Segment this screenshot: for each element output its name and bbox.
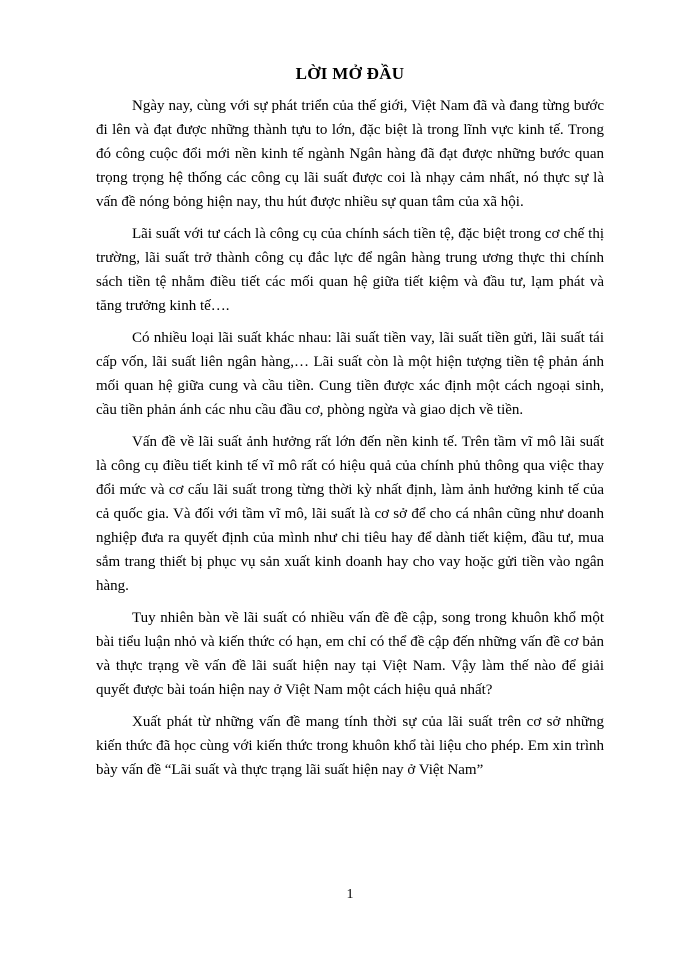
paragraph-5: Tuy nhiên bàn về lãi suất có nhiều vấn đề đề cập, song trong khuôn khổ một bài tiểu luận nhỏ và kiến thức có hạn, em chỉ có thể đề cập đến những vấn đề cơ bản và thực trạng về vấn đề lãi suất hiện nay tại Việt Nam. Vậy làm thế nào để giải quyết được bài toán hiện nay ở Việt Nam một cách hiệu quả nhất? <box>96 610 604 698</box>
page-title: LỜI MỞ ĐẦU <box>295 64 405 83</box>
paragraph-4: Vấn đề về lãi suất ảnh hưởng rất lớn đến nền kinh tế. Trên tầm vĩ mô lãi suất là công cụ điều tiết kinh tế vĩ mô rất có hiệu quả của chính phủ thông qua việc thay đổi mức và cơ cấu lãi suất trong từng thời kỳ nhất định, làm ảnh hưởng kinh tế của cả quốc gia. Và đối với tầm vĩ mô, lãi suất là cơ sở để cho cá nhân cũng như doanh nghiệp đưa ra quyết định của mình như chi tiêu hay để dành tiết kiệm, đầu tư, mua sắm trang thiết bị phục vụ sản xuất kinh doanh hay cho vay hoặc gửi tiền vào ngân hàng. <box>96 434 604 594</box>
paragraph-1: Ngày nay, cùng với sự phát triển của thế giới, Việt Nam đã và đang từng bước đi lên và đạt được những thành tựu to lớn, đặc biệt là trong lĩnh vực kinh tế. Trong đó công cuộc đổi mới nền kinh tế ngành Ngân hàng đã đạt được những bước quan trọng trọng hệ thống các công cụ lãi suất được coi là nhạy cảm nhất, nó thực sự là vấn đề nóng bỏng hiện nay, thu hút được nhiều sự quan tâm của xã hội. <box>96 98 604 210</box>
paragraph-6: Xuất phát từ những vấn đề mang tính thời sự của lãi suất trên cơ sở những kiến thức đã học cùng với kiến thức trong khuôn khổ tài liệu cho phép. Em xin trình bày vấn đề “Lãi suất và thực trạng lãi suất hiện nay ở Việt Nam” <box>96 714 604 778</box>
paragraph-2: Lãi suất với tư cách là công cụ của chính sách tiền tệ, đặc biệt trong cơ chế thị trường, lãi suất trở thành công cụ đắc lực để ngân hàng trung ương thực thi chính sách tiền tệ nhằm điều tiết các mối quan hệ giữa tiết kiệm và đầu tư, lạm phát và tăng trưởng kinh tế…. <box>96 226 604 314</box>
paragraph-3: Có nhiều loại lãi suất khác nhau: lãi suất tiền vay, lãi suất tiền gửi, lãi suất tái cấp vốn, lãi suất liên ngân hàng,… Lãi suất còn là một hiện tượng tiền tệ phản ánh mối quan hệ giữa cung và cầu tiền. Cung tiền được xác định một cách ngoại sinh, cầu tiền phản ánh các nhu cầu đầu cơ, phòng ngừa và giao dịch về tiền. <box>96 330 604 418</box>
page-number: 1 <box>346 887 354 902</box>
document-body <box>96 94 604 790</box>
